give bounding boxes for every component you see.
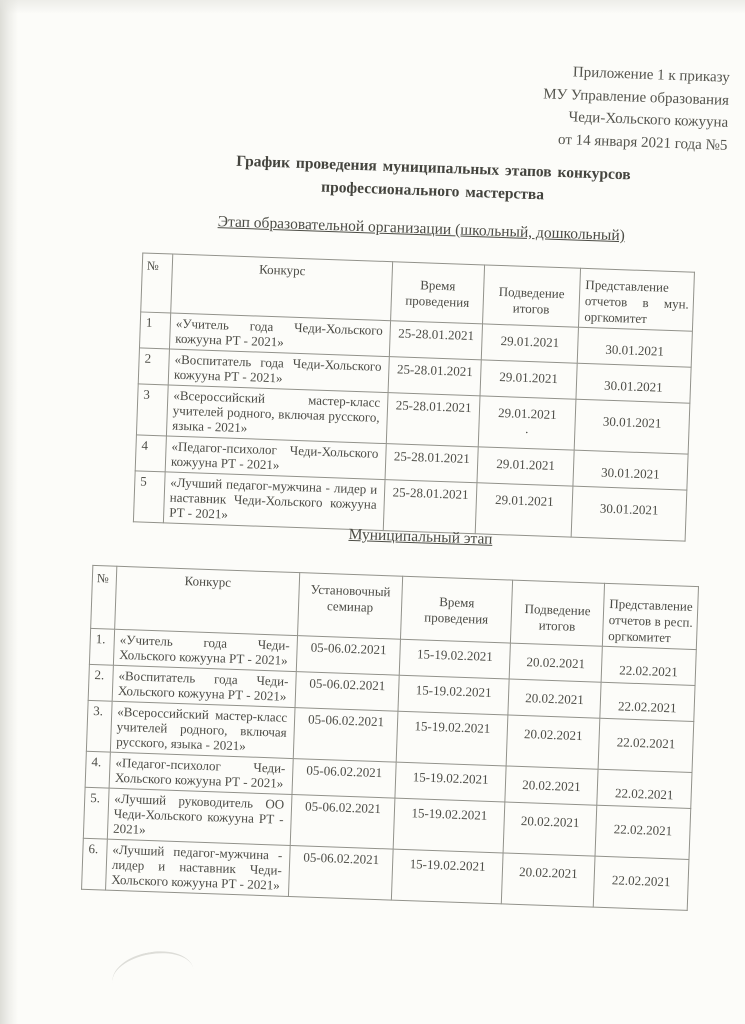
column-header: Представление отчетов в мун. оргкомитет xyxy=(578,268,694,331)
contest-name: «Педагог-психолог Чеди-Хольского кожууна РТ - 2021» xyxy=(109,752,293,794)
time-held-date: 15-19.02.2021 xyxy=(393,798,505,853)
time-held-date: 25-28.01.2021 xyxy=(388,357,481,396)
time-held-date: 15-19.02.2021 xyxy=(391,849,503,904)
time-held-date: 25-28.01.2021 xyxy=(386,393,480,447)
column-header: Представление отчетов в респ. оргкомитет xyxy=(602,583,698,649)
attribution-line: Чеди-Хольского кожууна xyxy=(568,109,729,131)
report-date: 22.02.2021 xyxy=(600,682,695,721)
row-number: 6. xyxy=(82,838,108,890)
school-stage-table xyxy=(133,252,695,541)
seminar-date: 05-06.02.2021 xyxy=(288,845,393,900)
municipal-stage-table xyxy=(81,565,699,911)
results-date: 20.02.2021 xyxy=(506,715,600,769)
section-heading-municipal-stage: Муниципальный этап xyxy=(348,525,493,548)
report-date: 30.01.2021 xyxy=(576,363,691,403)
seminar-date: 05-06.02.2021 xyxy=(296,636,400,676)
column-header: Время проведения xyxy=(391,262,485,324)
row-number: 5. xyxy=(83,787,109,839)
results-date: 29.01.2021 . xyxy=(478,396,576,450)
column-header: Установочный семинар xyxy=(298,573,403,640)
column-header: Время проведения xyxy=(400,576,512,643)
row-number: 4. xyxy=(85,751,110,788)
column-header: Конкурс xyxy=(171,254,393,321)
seminar-date: 05-06.02.2021 xyxy=(290,795,395,850)
report-date: 22.02.2021 xyxy=(593,856,689,910)
time-held-date: 25-28.01.2021 xyxy=(385,444,478,483)
contest-name: «Учитель года Чеди-Хольского кожууна РТ - 2021» xyxy=(113,629,297,671)
scanned-document-page xyxy=(0,30,738,1024)
results-date: 29.01.2021 xyxy=(477,447,574,486)
contest-name: «Лучший педагог-мужчина - лидер и наставник Чеди-Хольского кожууна РТ - 2021» xyxy=(106,839,291,896)
time-held-date: 25-28.01.2021 xyxy=(389,321,482,360)
contest-name: «Всероссийский мастер-класс учителей родного, включая русского, языка - 2021» xyxy=(166,385,388,444)
results-date: 20.02.2021 xyxy=(501,853,595,907)
contest-name: «Воспитатель года Чеди-Хольского кожууна РТ - 2021» xyxy=(112,665,296,707)
contest-name: «Учитель года Чеди-Хольского кожууна РТ - 2021» xyxy=(169,313,390,357)
results-date: 20.02.2021 xyxy=(508,679,601,718)
column-header: № xyxy=(91,565,117,629)
results-date: 20.02.2021 xyxy=(505,766,598,805)
contest-name: «Воспитатель года Чеди-Хольского кожууна РТ - 2021» xyxy=(168,349,389,393)
row-number: 2. xyxy=(88,664,113,701)
order-attribution xyxy=(541,60,730,156)
row-number: 3. xyxy=(86,700,112,752)
results-date: 20.02.2021 xyxy=(503,802,597,856)
contest-name: «Лучший педагог-мужчина - лидер и наставник Чеди-Хольского кожууна РТ - 2021» xyxy=(163,472,385,531)
results-date: 20.02.2021 xyxy=(509,643,602,682)
report-date: 22.02.2021 xyxy=(598,718,694,772)
report-date: 22.02.2021 xyxy=(595,805,691,859)
seminar-date: 05-06.02.2021 xyxy=(293,708,398,763)
report-date: 22.02.2021 xyxy=(597,769,692,808)
contest-name: «Всероссийский мастер-класс учителей родного, включая русского, языка - 2021» xyxy=(110,701,295,758)
time-held-date: 15-19.02.2021 xyxy=(399,639,510,679)
time-held-date: 15-19.02.2021 xyxy=(398,675,509,715)
row-number: 3 xyxy=(136,384,168,436)
column-header: Подведение итогов xyxy=(510,580,604,646)
time-held-date: 25-28.01.2021 xyxy=(383,480,477,534)
results-date: 29.01.2021 xyxy=(481,324,578,363)
seminar-date: 05-06.02.2021 xyxy=(292,759,396,799)
attribution-line: Приложение 1 к приказу xyxy=(572,64,731,86)
column-header: Конкурс xyxy=(115,566,300,635)
column-header: № xyxy=(141,253,173,313)
document-title: График проведения муниципальных этапов конкурсов профессионального мастерства xyxy=(235,152,631,204)
row-number: 5 xyxy=(133,471,165,523)
attribution-line: от 14 января 2021 года №5 xyxy=(557,131,728,154)
column-header: Подведение итогов xyxy=(483,265,581,327)
time-held-date: 15-19.02.2021 xyxy=(396,711,508,766)
results-date: 29.01.2021 xyxy=(475,483,573,537)
contest-name: «Лучший руководитель ОО Чеди-Хольского кожууна РТ - 2021» xyxy=(107,788,292,845)
seminar-date: 05-06.02.2021 xyxy=(295,672,399,712)
report-date: 30.01.2021 xyxy=(577,327,692,367)
row-number: 2 xyxy=(138,348,169,385)
report-date: 30.01.2021 xyxy=(574,399,690,454)
time-held-date: 15-19.02.2021 xyxy=(395,762,506,802)
attribution-line: МУ Управление образования xyxy=(542,85,730,109)
section-heading-school-stage: Этап образовательной организации (школьный, дошкольный) xyxy=(217,213,626,245)
report-date: 30.01.2021 xyxy=(573,450,688,490)
report-date: 30.01.2021 xyxy=(571,486,687,541)
report-date: 22.02.2021 xyxy=(601,646,696,685)
row-number: 1 xyxy=(139,312,170,349)
row-number: 1. xyxy=(89,628,114,665)
results-date: 29.01.2021 xyxy=(480,360,577,399)
row-number: 4 xyxy=(135,435,166,472)
scanner-top-shadow xyxy=(0,0,745,14)
contest-name: «Педагог-психолог Чеди-Хольского кожууна РТ - 2021» xyxy=(165,436,386,480)
